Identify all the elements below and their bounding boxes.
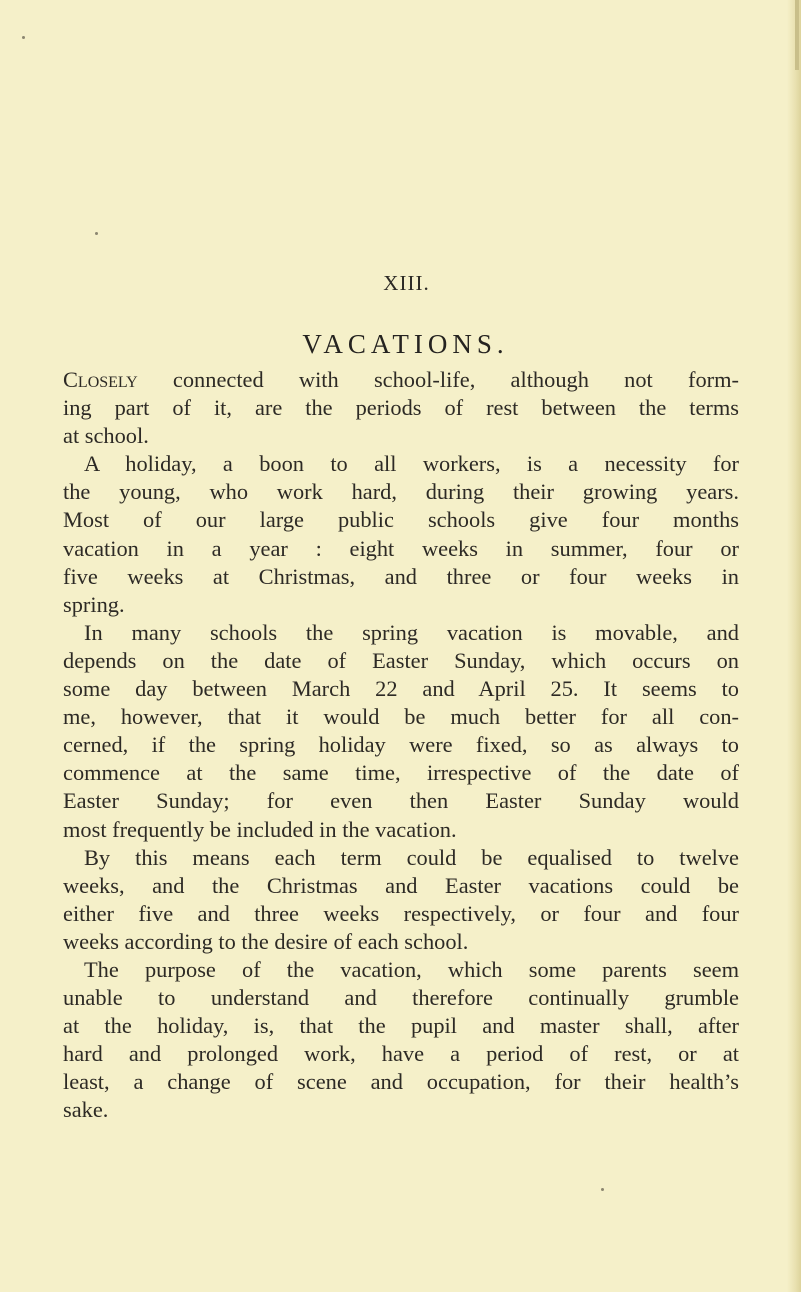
- text-line: ing part of it, are the periods of rest between the terms: [63, 395, 739, 421]
- text-line: In many schools the spring vacation is movable, and: [84, 619, 739, 645]
- text-line: hard and prolonged work, have a period of rest, or at: [63, 1041, 739, 1067]
- paper-speck: [95, 232, 98, 235]
- chapter-number: XIII.: [383, 271, 430, 295]
- text-line: [63, 366, 739, 394]
- text-line: The purpose of the vacation, which some parents seem: [84, 956, 739, 982]
- page-edge-shadow: [787, 0, 801, 1292]
- text-line: unable to understand and therefore continually grumble: [63, 985, 739, 1011]
- chapter-title: VACATIONS.: [302, 329, 509, 359]
- text-line: cerned, if the spring holiday were fixed, so as always to: [63, 732, 739, 758]
- text-line: Most of our large public schools give four months: [63, 507, 739, 533]
- text-line: Easter Sunday; for even then Easter Sunday would: [63, 788, 739, 814]
- page-edge-mark: [795, 0, 799, 70]
- text-line: either five and three weeks respectively, or four and four: [63, 900, 739, 926]
- text-line: five weeks at Christmas, and three or four weeks in: [63, 563, 739, 589]
- text-line: commence at the same time, irrespective of the date of: [63, 760, 739, 786]
- text-line: some day between March 22 and April 25. It seems to: [63, 676, 739, 702]
- paper-speck: [601, 1188, 604, 1191]
- text-line: A holiday, a boon to all workers, is a necessity for: [84, 451, 739, 477]
- text-line: the young, who work hard, during their growing years.: [63, 479, 739, 505]
- text-line: vacation in a year : eight weeks in summer, four or: [63, 535, 739, 561]
- text-line: sake.: [63, 1097, 109, 1123]
- text-fragment: connected with school-life, although not form-: [172, 367, 739, 392]
- text-line: me, however, that it would be much better for all con-: [63, 704, 739, 730]
- text-line: depends on the date of Easter Sunday, which occurs on: [63, 647, 739, 673]
- text-line: at school.: [63, 423, 149, 449]
- paper-speck: [22, 36, 25, 39]
- text-line: By this means each term could be equalised to twelve: [84, 844, 739, 870]
- dropcap-word: Closely: [63, 367, 138, 392]
- text-line: weeks according to the desire of each school.: [63, 928, 469, 954]
- text-line: spring.: [63, 591, 125, 617]
- text-line: at the holiday, is, that the pupil and master shall, after: [63, 1013, 739, 1039]
- text-line: least, a change of scene and occupation, for their health’s: [63, 1069, 739, 1095]
- text-line: weeks, and the Christmas and Easter vacations could be: [63, 872, 739, 898]
- text-line: most frequently be included in the vacation.: [63, 816, 457, 842]
- body-text: [63, 366, 739, 1125]
